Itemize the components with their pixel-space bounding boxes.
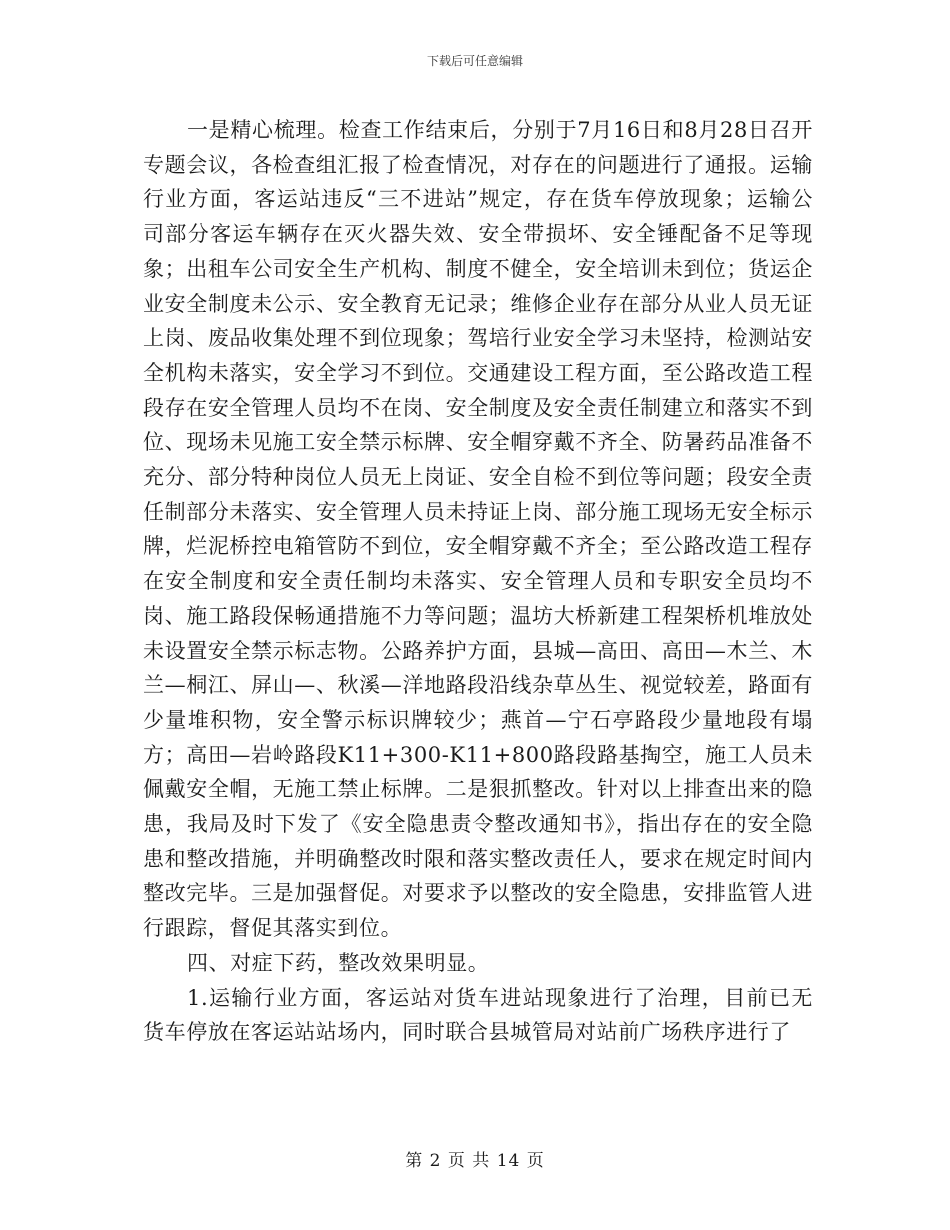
paragraph-transport-industry: 1.运输行业方面，客运站对货车进站现象进行了治理，目前已无货车停放在客运站站场内，同时联合县城管局对站前广场秩序进行了 bbox=[143, 985, 813, 1045]
page-header: 下载后可任意编辑 bbox=[426, 54, 523, 68]
page-number-footer: 第 2 页 共 14 页 bbox=[405, 1151, 545, 1171]
paragraph-section-four-heading: 四、对症下药，整改效果明显。 bbox=[187, 950, 490, 975]
paragraph-inspection-rectification: 一是精心梳理。检查工作结束后，分别于7月16日和8月28日召开专题会议，各检查组汇报了检查情况，对存在的问题进行了通报。运输行业方面，客运站违反“三不进站”规定，存在货车停放现象；运输公司部分客运车辆存在灭火器失效、安全带损坏、安全锤配备不足等现象；出租车公司安全生产机构、制度不健全，安全培训未到位；货运企业安全制度未公示、安全教育无记录；维修企业存在部分从业人员无证上岗、废品收集处理不到位现象；驾培行业安全学习未坚持，检测站安全机构未落实，安全学习不到位。交通建设工程方面，至公路改造工程段存在安全管理人员均不在岗、安全制度及安全责任制建立和落实不到位、现场未见施工安全禁示标牌、安全帽穿戴不齐全、防暑药品准备不充分、部分特种岗位人员无上岗证、安全自检不到位等问题；段安全责任制部分未落实、安全管理人员未持证上岗、部分施工现场无安全标示牌，烂泥桥控电箱管防不到位，安全帽穿戴不齐全；至公路改造工程存在安全制度和安全责任制均未落实、安全管理人员和专职安全员均不岗、施工路段保畅通措施不力等问题；温坊大桥新建工程架桥机堆放处未设置安全禁示标志物。公路养护方面，县城—高田、高田—木兰、木兰—桐江、屏山—、秋溪—洋地路段沿线杂草丛生、视觉较差，路面有少量堆积物，安全警示标识牌较少；燕首—宁石亭路段少量地段有塌方；高田—岩岭路段K11+300-K11+800路段路基掏空，施工人员未佩戴安全帽，无施工禁止标牌。二是狠抓整改。针对以上排查出来的隐患，我局及时下发了《安全隐患责令整改通知书》，指出存在的安全隐患和整改措施，并明确整改时限和落实整改责任人，要求在规定时间内整改完毕。三是加强督促。对要求予以整改的安全隐患，安排监管人进行跟踪，督促其落实到位。 bbox=[143, 118, 813, 941]
document-body bbox=[143, 113, 813, 1050]
